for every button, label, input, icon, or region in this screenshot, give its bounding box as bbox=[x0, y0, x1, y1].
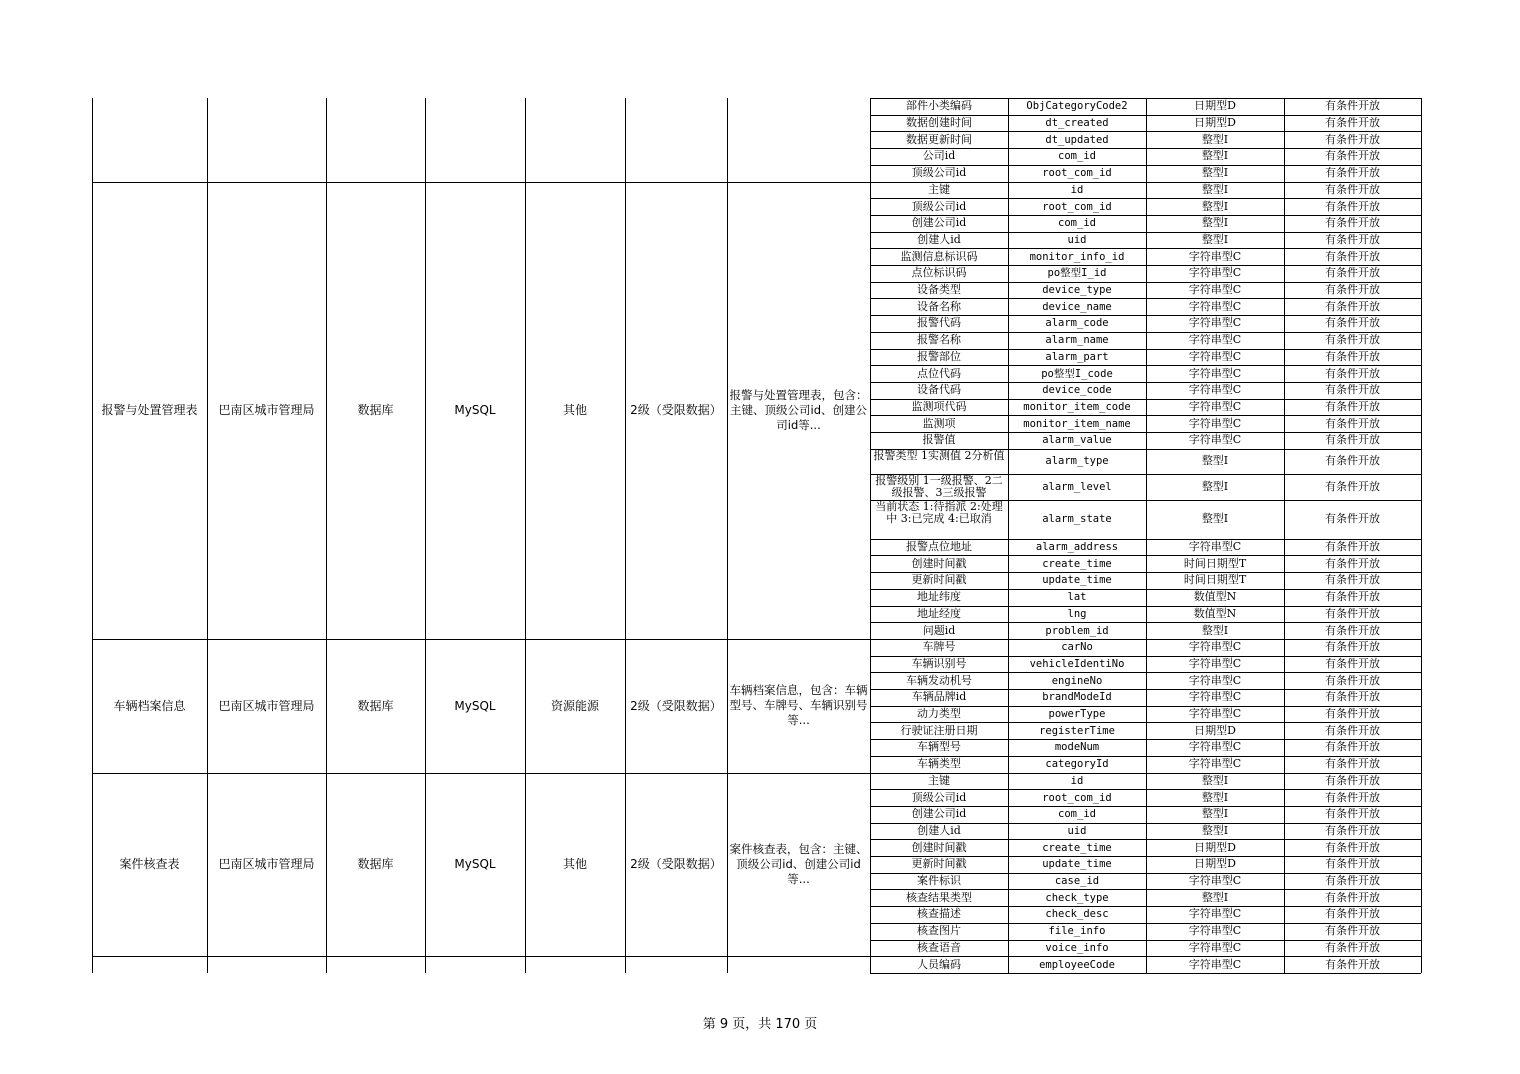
field-cn-name: 核查语音 bbox=[917, 940, 961, 954]
field-type: 字符串型C bbox=[1188, 673, 1242, 687]
field-en-name: lng bbox=[1067, 607, 1087, 620]
description-cell: 报警与处置管理表，包含：主键、顶级公司id、创建公司id等... bbox=[729, 387, 868, 432]
field-open-level: 有条件开放 bbox=[1325, 623, 1380, 637]
field-open-level: 有条件开放 bbox=[1325, 957, 1380, 971]
field-cn-name: 顶级公司id bbox=[911, 166, 967, 180]
field-cn-name: 核查描述 bbox=[917, 907, 961, 921]
field-en-name: monitor_item_code bbox=[1023, 400, 1131, 413]
field-open-level: 有条件开放 bbox=[1325, 740, 1380, 754]
column-border bbox=[625, 98, 626, 973]
field-en-name: alarm_name bbox=[1045, 334, 1109, 347]
field-open-level: 有条件开放 bbox=[1325, 416, 1380, 430]
description-cell: 案件核查表，包含：主键、顶级公司id、创建公司id等... bbox=[729, 841, 868, 886]
field-type: 字符串型C bbox=[1188, 656, 1242, 670]
field-en-name: carNo bbox=[1061, 641, 1093, 654]
field-en-name: dt_created bbox=[1045, 117, 1109, 130]
field-type: 整型I bbox=[1201, 773, 1229, 787]
field-type: 日期型D bbox=[1194, 840, 1236, 854]
dept-cell: 巴南区城市管理局 bbox=[218, 857, 315, 872]
field-en-name: create_time bbox=[1042, 557, 1112, 570]
field-cn-name: 动力类型 bbox=[917, 707, 961, 721]
field-open-level: 有条件开放 bbox=[1325, 940, 1380, 954]
field-cn-name: 创建人id bbox=[917, 232, 961, 246]
field-type: 整型I bbox=[1201, 807, 1229, 821]
field-type: 整型I bbox=[1201, 232, 1229, 246]
field-open-level: 有条件开放 bbox=[1325, 216, 1380, 230]
field-open-level: 有条件开放 bbox=[1325, 266, 1380, 280]
field-en-name: check_desc bbox=[1045, 908, 1109, 921]
field-en-name: ObjCategoryCode2 bbox=[1026, 100, 1128, 113]
field-type: 字符串型C bbox=[1188, 757, 1242, 771]
field-en-name: employeeCode bbox=[1039, 958, 1115, 971]
field-en-name: categoryId bbox=[1045, 758, 1109, 771]
field-type: 整型I bbox=[1201, 790, 1229, 804]
field-cn-name: 案件标识 bbox=[917, 874, 961, 888]
field-en-name: device_name bbox=[1042, 300, 1112, 313]
field-en-name: dt_updated bbox=[1045, 133, 1109, 146]
field-column-border bbox=[1146, 98, 1147, 973]
field-open-level: 有条件开放 bbox=[1325, 540, 1380, 554]
field-type: 整型I bbox=[1201, 823, 1229, 837]
field-cn-name: 报警名称 bbox=[917, 333, 961, 347]
db-type-cell: MySQL bbox=[454, 698, 496, 713]
field-open-level: 有条件开放 bbox=[1325, 840, 1380, 854]
resource-type-cell: 数据库 bbox=[357, 698, 394, 713]
field-type: 整型I bbox=[1201, 149, 1229, 163]
field-type: 字符串型C bbox=[1188, 416, 1242, 430]
db-type-cell: MySQL bbox=[454, 403, 496, 418]
field-en-name: po整型I_id bbox=[1047, 267, 1107, 280]
field-cn-name: 公司id bbox=[922, 149, 956, 163]
field-open-level: 有条件开放 bbox=[1325, 116, 1380, 130]
description-cell: 车辆档案信息，包含：车辆型号、车牌号、车辆识别号等... bbox=[729, 683, 868, 728]
field-open-level: 有条件开放 bbox=[1325, 433, 1380, 447]
table-name-cell: 报警与处置管理表 bbox=[101, 403, 198, 418]
column-border bbox=[92, 98, 93, 973]
column-border bbox=[727, 98, 728, 973]
column-border bbox=[525, 98, 526, 973]
field-type: 字符串型C bbox=[1188, 907, 1242, 921]
field-open-level: 有条件开放 bbox=[1325, 606, 1380, 620]
field-open-level: 有条件开放 bbox=[1325, 807, 1380, 821]
field-en-name: problem_id bbox=[1045, 624, 1109, 637]
field-cn-name: 当前状态 1:待指派 2:处理中 3:已完成 4:已取消 bbox=[875, 499, 1003, 525]
field-type: 字符串型C bbox=[1188, 399, 1242, 413]
field-cn-name: 车辆发动机号 bbox=[906, 673, 972, 687]
field-en-name: monitor_item_name bbox=[1023, 417, 1131, 430]
field-open-level: 有条件开放 bbox=[1325, 149, 1380, 163]
dept-cell bbox=[207, 956, 326, 973]
resource-type-cell bbox=[326, 956, 425, 973]
category-cell bbox=[525, 956, 625, 973]
field-type: 时间日期型T bbox=[1183, 573, 1247, 587]
field-open-level: 有条件开放 bbox=[1325, 573, 1380, 587]
page-footer: 第 9 页，共 170 页 bbox=[702, 1017, 818, 1032]
field-open-level: 有条件开放 bbox=[1325, 182, 1380, 196]
field-type: 字符串型C bbox=[1188, 940, 1242, 954]
field-en-name: alarm_part bbox=[1045, 350, 1109, 363]
field-open-level: 有条件开放 bbox=[1325, 366, 1380, 380]
field-cn-name: 问题id bbox=[922, 623, 956, 637]
field-cn-name: 监测项代码 bbox=[911, 399, 967, 413]
field-cn-name: 数据创建时间 bbox=[906, 116, 972, 130]
category-cell: 其他 bbox=[562, 857, 587, 872]
table-name-cell bbox=[92, 98, 207, 182]
field-type: 字符串型C bbox=[1188, 283, 1242, 297]
group-border bbox=[92, 773, 870, 774]
field-open-level: 有条件开放 bbox=[1325, 556, 1380, 570]
field-en-name: alarm_type bbox=[1045, 455, 1109, 468]
field-cn-name: 创建人id bbox=[917, 823, 961, 837]
field-cn-name: 点位标识码 bbox=[911, 266, 967, 280]
field-open-level: 有条件开放 bbox=[1325, 890, 1380, 904]
field-type: 数值型N bbox=[1193, 606, 1237, 620]
field-en-name: create_time bbox=[1042, 841, 1112, 854]
field-cn-name: 车辆类型 bbox=[917, 757, 961, 771]
description-cell bbox=[727, 98, 870, 182]
field-block-bottom-border bbox=[870, 973, 1421, 974]
field-type: 日期型D bbox=[1194, 116, 1236, 130]
field-cn-name: 报警值 bbox=[922, 433, 956, 447]
field-en-name: brandModeId bbox=[1042, 691, 1112, 704]
field-cn-name: 设备名称 bbox=[917, 299, 961, 313]
field-type: 日期型D bbox=[1194, 723, 1236, 737]
field-open-level: 有条件开放 bbox=[1325, 232, 1380, 246]
field-open-level: 有条件开放 bbox=[1325, 316, 1380, 330]
field-cn-name: 主键 bbox=[928, 773, 950, 787]
field-open-level: 有条件开放 bbox=[1325, 656, 1380, 670]
field-open-level: 有条件开放 bbox=[1325, 383, 1380, 397]
field-cn-name: 车辆识别号 bbox=[911, 656, 967, 670]
description-cell bbox=[727, 956, 870, 973]
field-type: 字符串型C bbox=[1188, 690, 1242, 704]
field-type: 字符串型C bbox=[1188, 266, 1242, 280]
field-cn-name: 更新时间戳 bbox=[911, 857, 967, 871]
field-en-name: uid bbox=[1067, 233, 1087, 246]
field-type: 字符串型C bbox=[1188, 383, 1242, 397]
level-cell: 2级（受限数据） bbox=[630, 857, 722, 872]
field-type: 整型I bbox=[1201, 199, 1229, 213]
field-type: 整型I bbox=[1201, 132, 1229, 146]
field-type: 日期型D bbox=[1194, 99, 1236, 113]
resource-type-cell: 数据库 bbox=[357, 857, 394, 872]
field-cn-name: 监测信息标识码 bbox=[900, 249, 978, 263]
field-en-name: engineNo bbox=[1051, 674, 1103, 687]
field-cn-name: 车牌号 bbox=[922, 640, 956, 654]
table-name-cell bbox=[92, 956, 207, 973]
field-type: 字符串型C bbox=[1188, 540, 1242, 554]
level-cell bbox=[625, 956, 727, 973]
field-cn-name: 创建时间戳 bbox=[911, 840, 967, 854]
field-open-level: 有条件开放 bbox=[1325, 723, 1380, 737]
field-type: 日期型D bbox=[1194, 857, 1236, 871]
field-cn-name: 核查图片 bbox=[917, 924, 961, 938]
field-open-level: 有条件开放 bbox=[1325, 690, 1380, 704]
field-en-name: root_com_id bbox=[1042, 167, 1112, 180]
field-open-level: 有条件开放 bbox=[1325, 99, 1380, 113]
field-cn-name: 部件小类编码 bbox=[906, 99, 972, 113]
field-en-name: id bbox=[1070, 183, 1084, 196]
field-en-name: update_time bbox=[1042, 858, 1112, 871]
field-cn-name: 监测项 bbox=[922, 416, 956, 430]
field-open-level: 有条件开放 bbox=[1325, 283, 1380, 297]
field-type: 整型I bbox=[1201, 890, 1229, 904]
db-type-cell bbox=[425, 956, 525, 973]
level-cell bbox=[625, 98, 727, 182]
field-cn-name: 顶级公司id bbox=[911, 790, 967, 804]
field-en-name: update_time bbox=[1042, 574, 1112, 587]
field-cn-name: 地址经度 bbox=[917, 606, 961, 620]
field-en-name: alarm_value bbox=[1042, 434, 1112, 447]
field-type: 字符串型C bbox=[1188, 349, 1242, 363]
field-type: 字符串型C bbox=[1188, 299, 1242, 313]
field-cn-name: 地址纬度 bbox=[917, 590, 961, 604]
field-cn-name: 数据更新时间 bbox=[906, 132, 972, 146]
field-cn-name: 更新时间戳 bbox=[911, 573, 967, 587]
column-border bbox=[326, 98, 327, 973]
field-open-level: 有条件开放 bbox=[1325, 512, 1380, 526]
field-open-level: 有条件开放 bbox=[1325, 454, 1380, 468]
table-name-cell: 案件核查表 bbox=[119, 857, 180, 872]
field-cn-name: 人员编码 bbox=[917, 957, 961, 971]
field-en-name: alarm_code bbox=[1045, 317, 1109, 330]
field-cn-name: 顶级公司id bbox=[911, 199, 967, 213]
group-border bbox=[92, 956, 870, 957]
field-en-name: root_com_id bbox=[1042, 791, 1112, 804]
field-cn-name: 报警类型 1实测值 2分析值 bbox=[873, 448, 1005, 462]
field-en-name: check_type bbox=[1045, 891, 1109, 904]
field-cn-name: 创建时间戳 bbox=[911, 556, 967, 570]
field-en-name: modeNum bbox=[1054, 741, 1100, 754]
field-en-name: case_id bbox=[1054, 875, 1100, 888]
field-cn-name: 车辆品牌id bbox=[911, 690, 967, 704]
field-open-level: 有条件开放 bbox=[1325, 132, 1380, 146]
field-en-name: id bbox=[1070, 774, 1084, 787]
field-type: 字符串型C bbox=[1188, 924, 1242, 938]
db-type-cell: MySQL bbox=[454, 857, 496, 872]
field-en-name: alarm_level bbox=[1042, 480, 1112, 493]
level-cell: 2级（受限数据） bbox=[630, 698, 722, 713]
field-column-border bbox=[1421, 98, 1422, 973]
field-en-name: com_id bbox=[1058, 150, 1096, 163]
field-type: 整型I bbox=[1201, 623, 1229, 637]
field-cn-name: 核查结果类型 bbox=[906, 890, 972, 904]
field-open-level: 有条件开放 bbox=[1325, 590, 1380, 604]
field-en-name: alarm_state bbox=[1042, 513, 1112, 526]
dept-cell: 巴南区城市管理局 bbox=[218, 698, 315, 713]
field-column-border bbox=[1008, 98, 1009, 973]
field-open-level: 有条件开放 bbox=[1325, 249, 1380, 263]
field-open-level: 有条件开放 bbox=[1325, 757, 1380, 771]
field-type: 字符串型C bbox=[1188, 740, 1242, 754]
field-type: 字符串型C bbox=[1188, 707, 1242, 721]
field-type: 整型I bbox=[1201, 216, 1229, 230]
field-cn-name: 车辆型号 bbox=[917, 740, 961, 754]
field-type: 时间日期型T bbox=[1183, 556, 1247, 570]
field-cn-name: 行驶证注册日期 bbox=[900, 723, 978, 737]
field-open-level: 有条件开放 bbox=[1325, 874, 1380, 888]
level-cell: 2级（受限数据） bbox=[630, 403, 722, 418]
field-open-level: 有条件开放 bbox=[1325, 399, 1380, 413]
field-type: 数值型N bbox=[1193, 590, 1237, 604]
category-cell bbox=[525, 98, 625, 182]
field-open-level: 有条件开放 bbox=[1325, 790, 1380, 804]
field-cn-name: 设备类型 bbox=[917, 283, 961, 297]
field-en-name: voice_info bbox=[1045, 941, 1109, 954]
db-type-cell bbox=[425, 98, 525, 182]
field-open-level: 有条件开放 bbox=[1325, 857, 1380, 871]
field-type: 字符串型C bbox=[1188, 316, 1242, 330]
field-type: 字符串型C bbox=[1188, 640, 1242, 654]
field-cn-name: 报警级别 1一级报警、2二级报警、3三级报警 bbox=[875, 473, 1003, 499]
field-en-name: alarm_address bbox=[1035, 541, 1119, 554]
field-cn-name: 创建公司id bbox=[911, 807, 967, 821]
field-en-name: file_info bbox=[1048, 925, 1106, 938]
field-type: 字符串型C bbox=[1188, 433, 1242, 447]
field-cn-name: 主键 bbox=[928, 182, 950, 196]
field-open-level: 有条件开放 bbox=[1325, 823, 1380, 837]
field-en-name: uid bbox=[1067, 824, 1087, 837]
field-cn-name: 报警部位 bbox=[917, 349, 961, 363]
category-cell: 资源能源 bbox=[550, 698, 599, 713]
field-open-level: 有条件开放 bbox=[1325, 333, 1380, 347]
resource-type-cell bbox=[326, 98, 425, 182]
field-open-level: 有条件开放 bbox=[1325, 907, 1380, 921]
field-en-name: com_id bbox=[1058, 217, 1096, 230]
field-en-name: powerType bbox=[1048, 708, 1106, 721]
field-cn-name: 点位代码 bbox=[917, 366, 961, 380]
field-column-border bbox=[870, 98, 871, 973]
group-border bbox=[92, 182, 870, 183]
field-type: 整型I bbox=[1201, 479, 1229, 493]
field-en-name: device_type bbox=[1042, 284, 1112, 297]
field-en-name: device_code bbox=[1042, 384, 1112, 397]
field-en-name: registerTime bbox=[1039, 724, 1115, 737]
column-border bbox=[425, 98, 426, 973]
field-open-level: 有条件开放 bbox=[1325, 640, 1380, 654]
field-en-name: monitor_info_id bbox=[1029, 250, 1125, 263]
field-type: 整型I bbox=[1201, 166, 1229, 180]
field-column-border bbox=[1284, 98, 1285, 973]
field-open-level: 有条件开放 bbox=[1325, 199, 1380, 213]
field-en-name: root_com_id bbox=[1042, 200, 1112, 213]
field-cn-name: 报警点位地址 bbox=[906, 540, 972, 554]
field-cn-name: 报警代码 bbox=[917, 316, 961, 330]
field-open-level: 有条件开放 bbox=[1325, 924, 1380, 938]
dept-cell bbox=[207, 98, 326, 182]
dept-cell: 巴南区城市管理局 bbox=[218, 403, 315, 418]
field-type: 字符串型C bbox=[1188, 874, 1242, 888]
field-type: 字符串型C bbox=[1188, 366, 1242, 380]
resource-type-cell: 数据库 bbox=[357, 403, 394, 418]
field-type: 整型I bbox=[1201, 182, 1229, 196]
table-name-cell: 车辆档案信息 bbox=[113, 698, 186, 713]
field-en-name: po整型I_code bbox=[1041, 367, 1113, 380]
field-en-name: com_id bbox=[1058, 808, 1096, 821]
field-cn-name: 设备代码 bbox=[917, 383, 961, 397]
field-type: 整型I bbox=[1201, 454, 1229, 468]
field-en-name: lat bbox=[1067, 591, 1087, 604]
field-open-level: 有条件开放 bbox=[1325, 707, 1380, 721]
column-border bbox=[207, 98, 208, 973]
field-open-level: 有条件开放 bbox=[1325, 673, 1380, 687]
group-border bbox=[92, 639, 870, 640]
field-open-level: 有条件开放 bbox=[1325, 479, 1380, 493]
field-en-name: vehicleIdentiNo bbox=[1029, 657, 1125, 670]
field-type: 字符串型C bbox=[1188, 333, 1242, 347]
field-type: 整型I bbox=[1201, 512, 1229, 526]
field-open-level: 有条件开放 bbox=[1325, 166, 1380, 180]
field-type: 字符串型C bbox=[1188, 957, 1242, 971]
field-open-level: 有条件开放 bbox=[1325, 349, 1380, 363]
field-type: 字符串型C bbox=[1188, 249, 1242, 263]
field-open-level: 有条件开放 bbox=[1325, 773, 1380, 787]
field-cn-name: 创建公司id bbox=[911, 216, 967, 230]
category-cell: 其他 bbox=[562, 403, 587, 418]
field-open-level: 有条件开放 bbox=[1325, 299, 1380, 313]
